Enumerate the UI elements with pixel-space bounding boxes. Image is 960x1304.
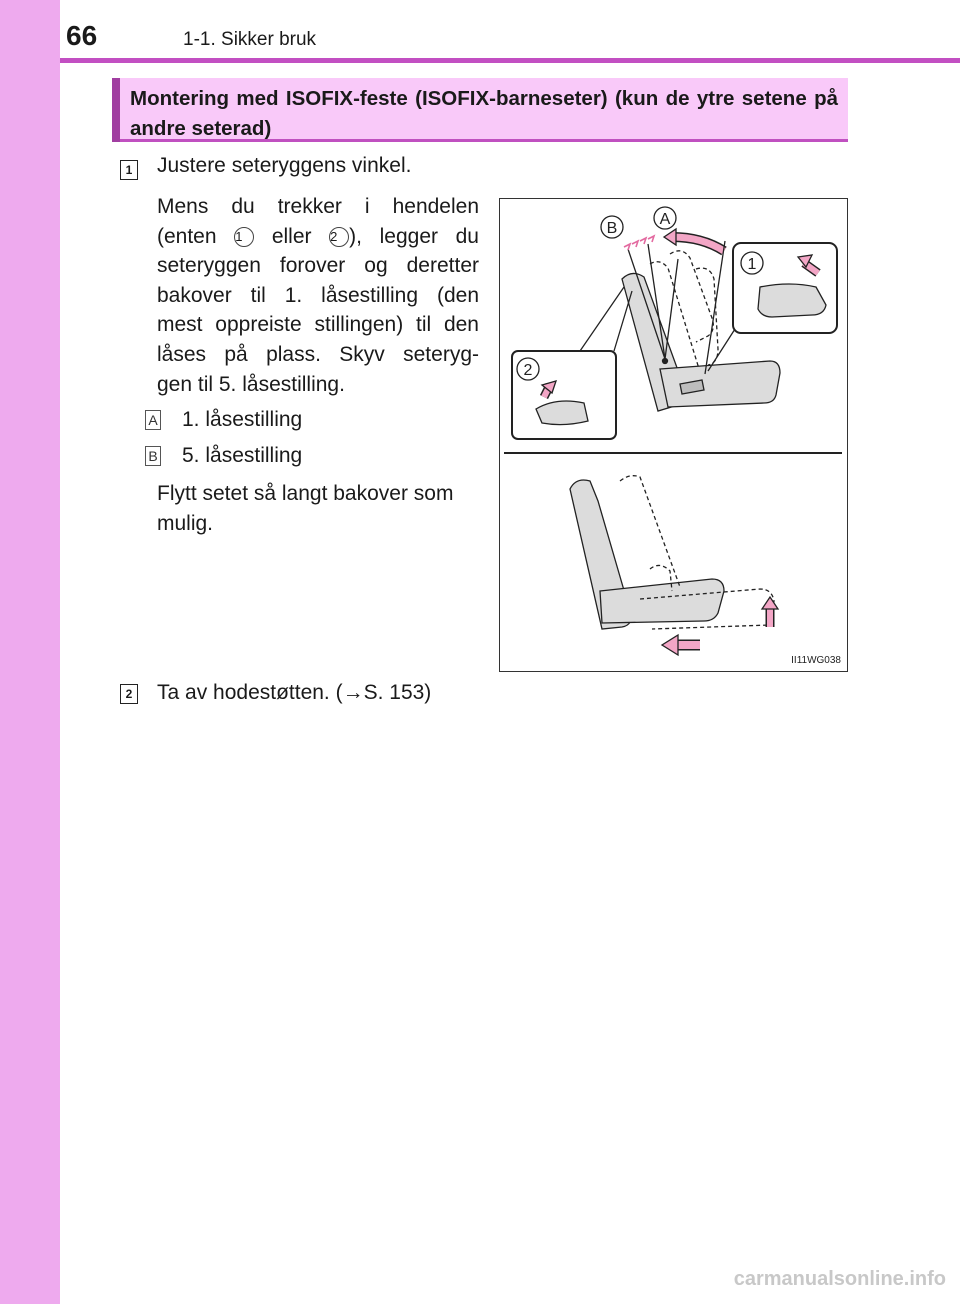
paragraph-line: Mens du trekker i hendelen bbox=[157, 195, 479, 218]
watermark: carmanualsonline.info bbox=[733, 1268, 946, 1290]
sidebar-band bbox=[0, 0, 60, 1304]
line2-pre: (enten bbox=[157, 224, 217, 248]
legend-text-a: 1. låsestilling bbox=[182, 408, 303, 431]
callout-1: 1 bbox=[747, 256, 757, 273]
figure-code: II11WG038 bbox=[791, 655, 841, 666]
callout-2-ref: 2 bbox=[329, 227, 349, 247]
header-rule bbox=[60, 58, 960, 63]
paragraph-line: gen til 5. låsestilling. bbox=[157, 372, 345, 396]
heading-accent bbox=[112, 78, 120, 142]
seat-illustration bbox=[500, 199, 846, 670]
callout-1-ref: 1 bbox=[234, 227, 254, 247]
legend-key-b: B bbox=[145, 446, 161, 466]
legend-key-a: A bbox=[145, 410, 161, 430]
step-1-paragraph bbox=[157, 192, 479, 399]
page-number: 66 bbox=[66, 20, 98, 51]
header-band bbox=[0, 0, 960, 58]
heading-text: Montering med ISOFIX-feste (ISOFIX-barneseter) (kun de ytre setene på andre seterad) bbox=[130, 87, 838, 140]
heading-box bbox=[112, 78, 848, 142]
paragraph-line: mest oppreiste stillingen) til den bbox=[157, 313, 479, 337]
sidebar-band-top bbox=[0, 0, 60, 58]
section-title: 1-1. Sikker bruk bbox=[183, 29, 317, 50]
legend-text-b: 5. låsestilling bbox=[182, 444, 303, 467]
step-number-2: 2 bbox=[120, 684, 138, 704]
callout-b: B bbox=[606, 220, 618, 237]
step-1-note: Flytt setet så langt bakover som mulig. bbox=[157, 482, 454, 535]
seat-adjustment-figure bbox=[499, 198, 848, 672]
paragraph-line: bakover til 1. låsestilling (den bbox=[157, 283, 479, 307]
paragraph-line: seteryggen forover og deretter bbox=[157, 254, 479, 278]
callout-a: A bbox=[659, 211, 671, 228]
line2-post: ), legger du bbox=[349, 224, 479, 248]
callout-2: 2 bbox=[523, 362, 533, 379]
line2-mid: eller bbox=[271, 224, 312, 248]
step-number-1: 1 bbox=[120, 160, 138, 180]
step-1-title: Justere seteryggens vinkel. bbox=[157, 154, 412, 177]
step-2-text: Ta av hodestøtten. (→S. 153) bbox=[157, 681, 432, 704]
paragraph-line: låses på plass. Skyv seteryg- bbox=[157, 342, 479, 366]
paragraph-line-refs bbox=[157, 222, 479, 252]
